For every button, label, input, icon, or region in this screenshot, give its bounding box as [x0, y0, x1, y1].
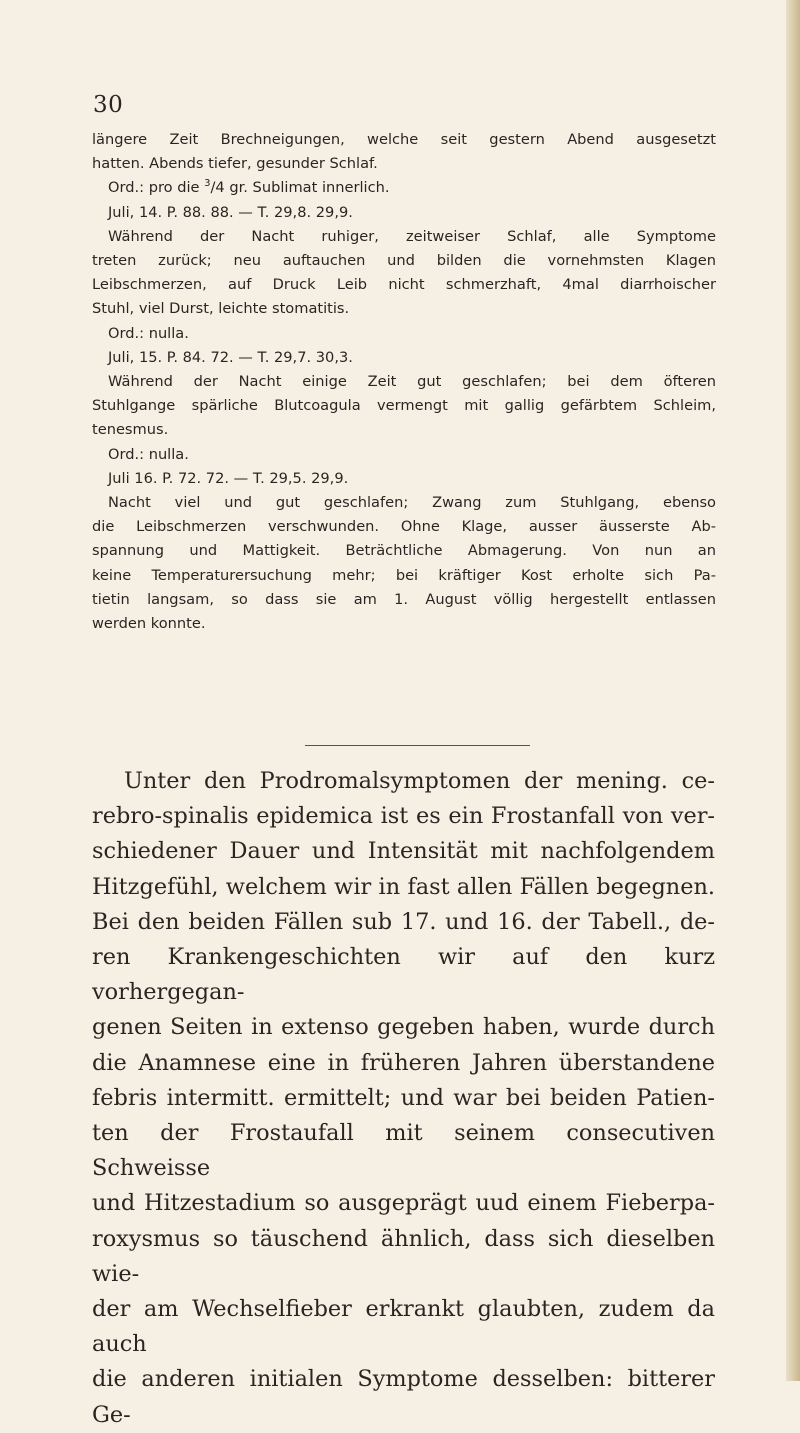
- case-note-line: Ord.: nulla.: [108, 445, 189, 463]
- section-divider: [305, 745, 530, 746]
- main-text-line: genen Seiten in extenso gegeben haben, wurde durch: [92, 1014, 715, 1041]
- case-notes: [92, 128, 716, 636]
- main-text-line: ren Krankengeschichten wir auf den kurz vorhergegan-: [92, 944, 715, 1006]
- case-note-line: Juli, 15. P. 84. 72. — T. 29,7. 30,3.: [108, 348, 353, 366]
- case-note-line: Während der Nacht ruhiger, zeitweiser Schlaf, alle Symptome: [108, 227, 716, 245]
- main-text-line: ten der Frostaufall mit seinem consecutiven Schweisse: [92, 1120, 715, 1182]
- case-note-line: tenesmus.: [92, 421, 169, 439]
- main-paragraph: [92, 764, 715, 1433]
- main-text-line: die Anamnese eine in früheren Jahren überstandene: [92, 1049, 715, 1076]
- case-note-line: Ord.: nulla.: [108, 324, 189, 342]
- main-text-line: rebro-spinalis epidemica ist es ein Frostanfall von ver-: [92, 803, 715, 830]
- page-edge-shadow: [786, 0, 800, 1381]
- page-number: 30: [93, 92, 124, 118]
- case-note-line: tietin langsam, so dass sie am 1. August völlig hergestellt entlassen: [92, 590, 716, 608]
- main-text-line: Bei den beiden Fällen sub 17. und 16. der Tabell., de-: [92, 908, 715, 935]
- main-text-line: und Hitzestadium so ausgeprägt uud einem Fieberpa-: [92, 1190, 715, 1217]
- case-note-line: spannung und Mattigkeit. Beträchtliche Abmagerung. Von nun an: [92, 542, 716, 560]
- case-note-line: Juli 16. P. 72. 72. — T. 29,5. 29,9.: [108, 469, 349, 487]
- case-note-line: Stuhlgange spärliche Blutcoagula vermengt mit gallig gefärbtem Schleim,: [92, 397, 716, 415]
- case-note-line: Stuhl, viel Durst, leichte stomatitis.: [92, 300, 350, 318]
- case-note-line: Nacht viel und gut geschlafen; Zwang zum Stuhlgang, ebenso: [108, 494, 716, 512]
- case-note-line: längere Zeit Brechneigungen, welche seit gestern Abend ausgesetzt: [92, 131, 716, 148]
- case-note-line: hatten. Abends tiefer, gesunder Schlaf.: [92, 155, 378, 173]
- fraction-numerator: 3: [204, 178, 211, 190]
- main-text-line: schiedener Dauer und Intensität mit nachfolgendem: [92, 838, 715, 865]
- case-note-line: Ord.: pro die $^3$/4 gr. Sublimat innerlich.: [108, 178, 390, 197]
- case-note-line: Leibschmerzen, auf Druck Leib nicht schmerzhaft, 4mal diarrhoischer: [92, 276, 716, 294]
- main-text-line: febris intermitt. ermittelt; und war bei beiden Patien-: [92, 1084, 715, 1111]
- main-text-line: Unter den Prodromalsymptomen der mening. ce-: [124, 768, 715, 794]
- case-note-line: Während der Nacht einige Zeit gut geschlafen; bei dem öfteren: [108, 373, 716, 391]
- case-note-line: treten zurück; neu auftauchen und bilden die vornehmsten Klagen: [92, 252, 716, 270]
- main-text-line: Hitzgefühl, welchem wir in fast allen Fällen begegnen.: [92, 873, 715, 900]
- case-note-line: werden konnte.: [92, 615, 206, 633]
- case-note-line: die Leibschmerzen verschwunden. Ohne Klage, ausser äusserste Ab-: [92, 518, 716, 536]
- main-text-line: die anderen initialen Symptome desselben: bitterer Ge-: [92, 1366, 715, 1428]
- case-note-line: keine Temperaturersuchung mehr; bei kräftiger Kost erholte sich Pa-: [92, 566, 716, 584]
- main-text-line: roxysmus so täuschend ähnlich, dass sich dieselben wie-: [92, 1225, 715, 1287]
- main-text-line: der am Wechselfieber erkrankt glaubten, zudem da auch: [92, 1296, 715, 1358]
- case-note-line: Juli, 14. P. 88. 88. — T. 29,8. 29,9.: [108, 203, 353, 221]
